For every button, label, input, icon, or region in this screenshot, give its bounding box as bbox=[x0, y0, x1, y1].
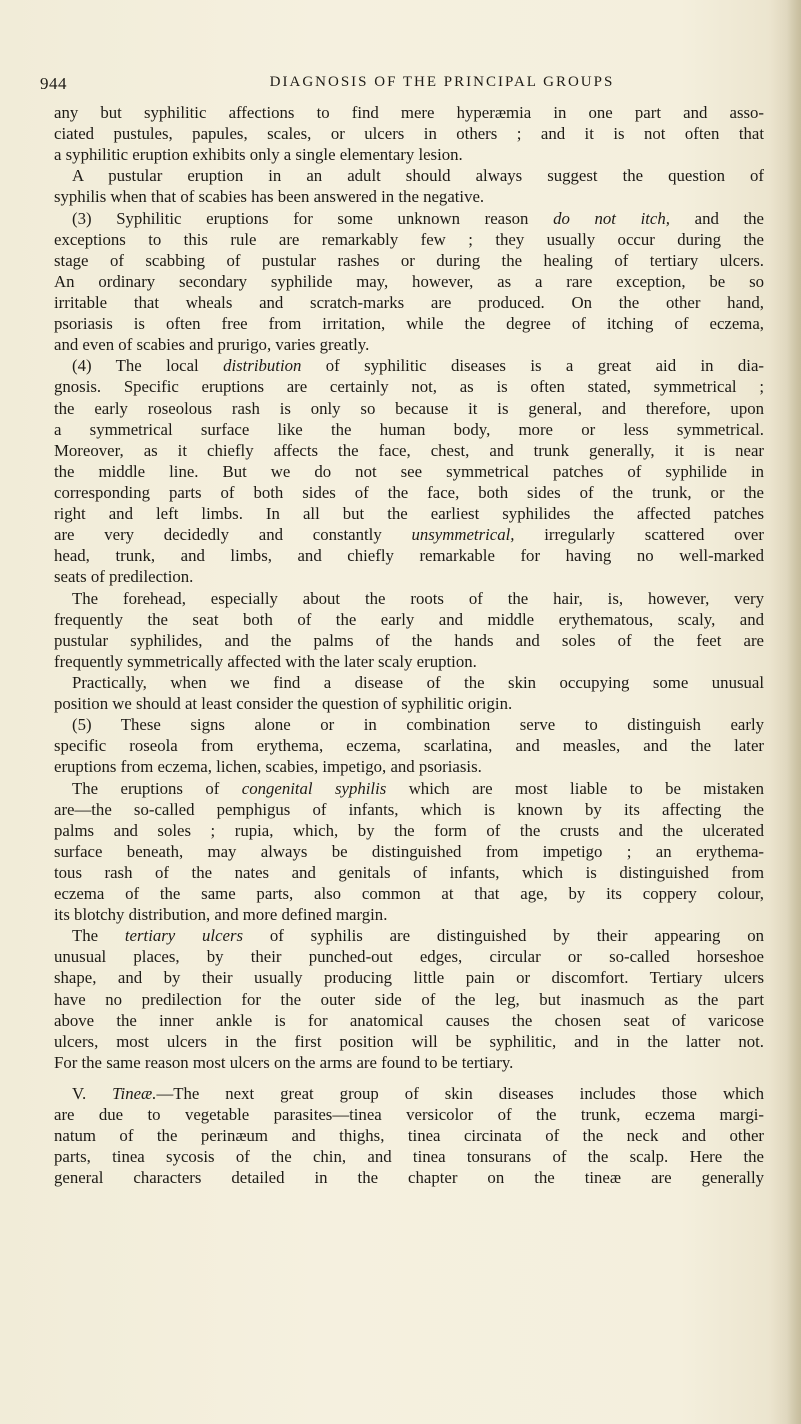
text-line: Moreover, as it chiefly affects the face, chest, and trunk generally, it is near bbox=[54, 440, 764, 460]
body-text bbox=[54, 102, 764, 1189]
text-line: gnosis. Specific eruptions are certainly not, as is often stated, symmetrical ; bbox=[54, 377, 764, 397]
text-line: tous rash of the nates and genitals of infants, which is distinguished from bbox=[54, 862, 764, 882]
text-line: any but syphilitic affections to find mere hyperæmia in one part and asso- bbox=[54, 103, 764, 122]
text-line: specific roseola from erythema, eczema, scarlatina, and measles, and the later bbox=[54, 736, 764, 756]
emphasis: do not itch, bbox=[553, 208, 670, 228]
running-title: DIAGNOSIS OF THE PRINCIPAL GROUPS bbox=[269, 74, 615, 90]
text-line: corresponding parts of both sides of the face, both sides of the trunk, or the bbox=[54, 482, 764, 502]
text-line bbox=[54, 778, 764, 799]
text-line: ciated pustules, papules, scales, or ulcers in others ; and it is not often that bbox=[54, 124, 764, 144]
text-line: shape, and by their usually producing little pain or discomfort. Tertiary ulcers bbox=[54, 968, 764, 988]
text-line: frequently symmetrically affected with the later scaly eruption. bbox=[54, 651, 477, 671]
emphasis: distribution bbox=[223, 356, 302, 376]
text-line: and even of scabies and prurigo, varies greatly. bbox=[54, 335, 370, 355]
text-line: An ordinary secondary syphilide may, however, as a rare exception, be so bbox=[54, 271, 764, 291]
text-line: ulcers, most ulcers in the first position will be syphilitic, and in the latter not. bbox=[54, 1031, 764, 1051]
text-line: stage of scabbing of pustular rashes or during the healing of tertiary ulcers. bbox=[54, 250, 764, 270]
section-gap bbox=[54, 1073, 764, 1083]
text-line: eczema of the same parts, also common at that age, by its coppery colour, bbox=[54, 884, 764, 904]
text-run: which are most liable to be mistaken bbox=[408, 778, 764, 798]
text-line: its blotchy distribution, and more defined margin. bbox=[54, 905, 388, 925]
text-line: irritable that wheals and scratch-marks are produced. On the other hand, bbox=[54, 292, 764, 312]
text-run: and the bbox=[694, 208, 765, 228]
text-run: (4) The local bbox=[72, 356, 199, 376]
text-line: exceptions to this rule are remarkably few ; they usually occur during the bbox=[54, 229, 764, 249]
text-line bbox=[54, 355, 764, 376]
text-line: eruptions from eczema, lichen, scabies, impetigo, and psoriasis. bbox=[54, 757, 482, 777]
emphasis: tertiary ulcers bbox=[124, 926, 244, 946]
text-line: (5) These signs alone or in combination serve to distinguish early bbox=[72, 715, 764, 735]
page-number: 944 bbox=[40, 74, 67, 93]
text-line: A pustular eruption in an adult should always suggest the question of bbox=[72, 166, 764, 186]
text-run: of syphilitic diseases is a great aid in dia- bbox=[325, 356, 764, 376]
text-line: the early roseolous rash is only so because it is general, and therefore, upon bbox=[54, 398, 764, 418]
text-line: For the same reason most ulcers on the arms are found to be tertiary. bbox=[54, 1052, 514, 1072]
text-line: syphilis when that of scabies has been answered in the negative. bbox=[54, 187, 485, 207]
section-number: V. bbox=[72, 1084, 87, 1104]
text-line bbox=[54, 1083, 764, 1104]
text-line bbox=[54, 208, 764, 229]
text-run: The bbox=[72, 926, 99, 946]
text-line: surface beneath, may always be distinguished from impetigo ; an erythema- bbox=[54, 841, 764, 861]
text-line: above the inner ankle is for anatomical causes the chosen seat of varicose bbox=[54, 1010, 764, 1030]
text-line: parts, tinea sycosis of the chin, and tinea tonsurans of the scalp. Here the bbox=[54, 1147, 764, 1167]
text-run: of syphilis are distinguished by their appearing on bbox=[269, 926, 764, 946]
emphasis: unsymmetrical, bbox=[411, 525, 515, 545]
text-line: unusual places, by their punched-out edges, circular or so-called horseshoe bbox=[54, 947, 764, 967]
text-line: palms and soles ; rupia, which, by the form of the crusts and the ulcerated bbox=[54, 820, 764, 840]
text-line: are—the so-called pemphigus of infants, which is known by its affecting the bbox=[54, 799, 764, 819]
text-line: head, trunk, and limbs, and chiefly remarkable for having no well-marked bbox=[54, 546, 764, 566]
text-line: position we should at least consider the question of syphilitic origin. bbox=[54, 694, 513, 714]
page-header bbox=[40, 74, 780, 96]
text-line: a syphilitic eruption exhibits only a single elementary lesion. bbox=[54, 145, 463, 165]
text-run: are very decidedly and constantly bbox=[54, 525, 382, 545]
text-line: are due to vegetable parasites—tinea versicolor of the trunk, eczema margi- bbox=[54, 1105, 764, 1125]
text-line: frequently the seat both of the early and middle erythematous, scaly, and bbox=[54, 609, 764, 629]
text-run: The eruptions of bbox=[72, 778, 220, 798]
text-run: (3) Syphilitic eruptions for some unknown reason bbox=[72, 208, 529, 228]
text-line: psoriasis is often free from irritation, while the degree of itching of eczema, bbox=[54, 314, 764, 334]
text-line: the middle line. But we do not see symmetrical patches of syphilide in bbox=[54, 461, 764, 481]
text-line: The forehead, especially about the roots of the hair, is, however, very bbox=[72, 588, 764, 608]
page-edge-shadow bbox=[787, 0, 801, 1424]
text-line: right and left limbs. In all but the earliest syphilides the affected patches bbox=[54, 504, 764, 524]
text-line: natum of the perinæum and thighs, tinea circinata of the neck and other bbox=[54, 1126, 764, 1146]
emphasis: congenital syphilis bbox=[241, 778, 387, 798]
text-line: seats of predilection. bbox=[54, 567, 194, 587]
text-line: have no predilection for the outer side of the leg, but inasmuch as the part bbox=[54, 989, 764, 1009]
text-line: Practically, when we find a disease of the skin occupying some unusual bbox=[72, 672, 764, 692]
text-line bbox=[54, 524, 764, 545]
text-line bbox=[54, 925, 764, 946]
text-line: a symmetrical surface like the human body, more or less symmetrical. bbox=[54, 419, 764, 439]
text-line: general characters detailed in the chapter on the tineæ are generally bbox=[54, 1168, 764, 1188]
text-run: irregularly scattered over bbox=[544, 525, 764, 545]
text-run: —The next great group of skin diseases includes those which bbox=[156, 1084, 764, 1104]
section-title: Tineæ. bbox=[112, 1084, 157, 1104]
text-line: pustular syphilides, and the palms of the hands and soles of the feet are bbox=[54, 630, 764, 650]
